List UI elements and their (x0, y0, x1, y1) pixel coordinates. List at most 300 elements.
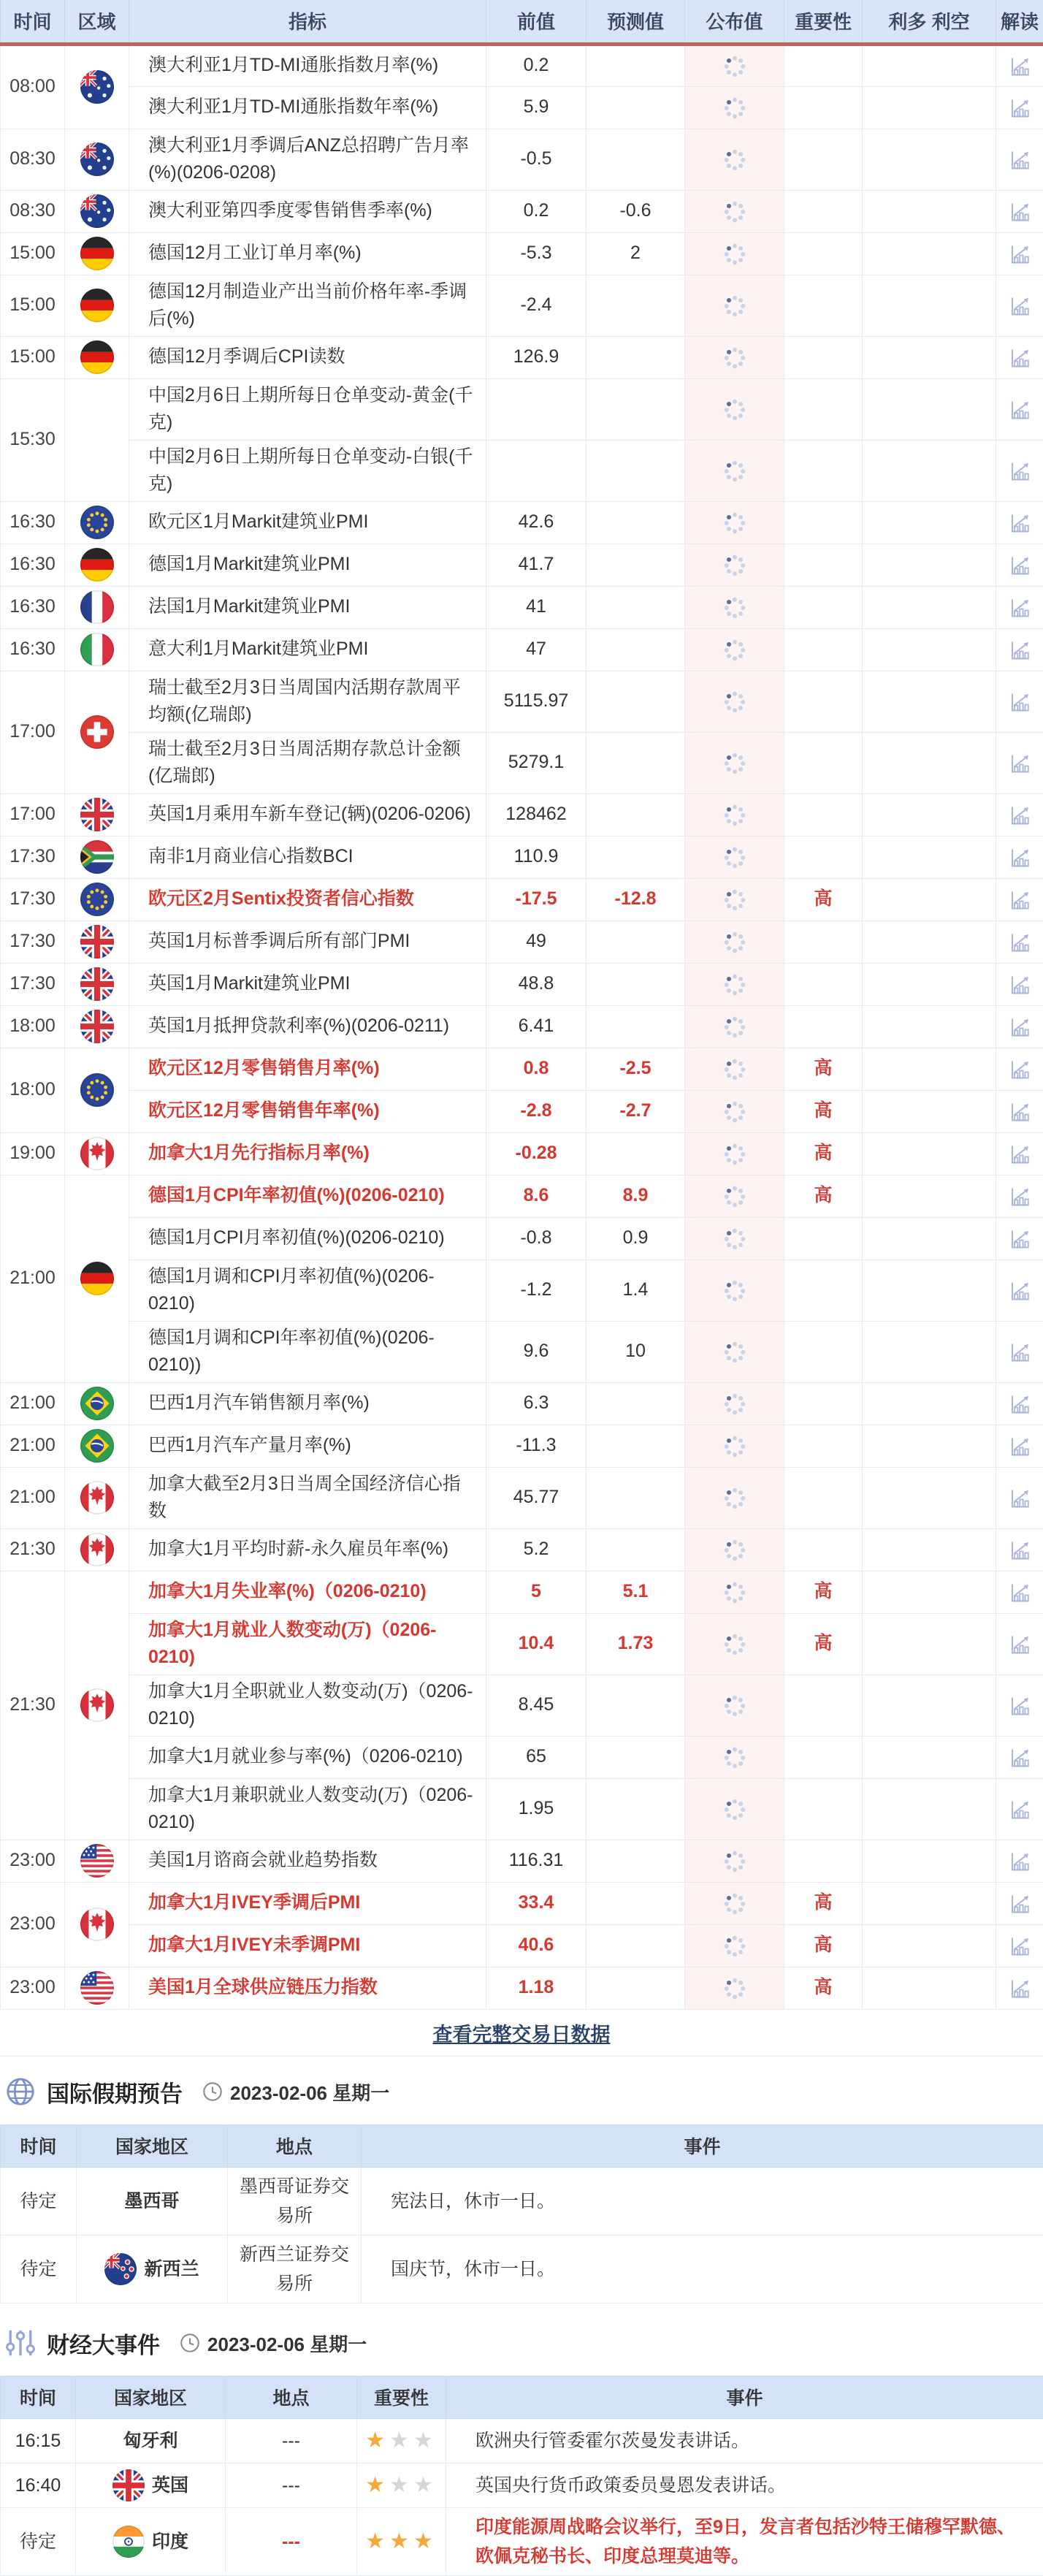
time-cell: 21:00 (1, 1175, 65, 1382)
time-cell: 21:00 (1, 1467, 65, 1528)
chart-icon[interactable] (1008, 931, 1031, 954)
forecast-value-cell: 10 (587, 1321, 685, 1382)
previous-value-cell: -0.8 (486, 1217, 587, 1260)
importance-cell: 高 (784, 1882, 863, 1924)
explain-cell[interactable] (996, 1924, 1043, 1967)
bullish-bearish-cell (863, 836, 996, 878)
indicator-cell: 德国12月季调后CPI读数 (129, 336, 486, 378)
loading-spinner-icon (722, 293, 748, 319)
published-value-cell (685, 1260, 784, 1321)
forecast-value-cell (587, 1840, 685, 1882)
holiday-place-cell: 墨西哥证券交易所 (228, 2167, 362, 2235)
explain-cell[interactable] (996, 793, 1043, 836)
indicator-cell: 加拿大截至2月3日当周全国经济信心指数 (129, 1467, 486, 1528)
calendar-row (1, 1217, 1043, 1260)
events-section-header (0, 2308, 1043, 2376)
chart-icon[interactable] (1008, 1694, 1031, 1718)
calendar-column-header-7: 利多 利空 (863, 0, 996, 44)
chart-icon[interactable] (1008, 1279, 1031, 1303)
calendar-row (1, 1260, 1043, 1321)
indicator-cell: 意大利1月Markit建筑业PMI (129, 628, 486, 671)
indicator-cell: 英国1月抵押贷款利率(%)(0206-0211) (129, 1005, 486, 1048)
importance-cell (784, 1840, 863, 1882)
event-importance-cell (357, 2463, 446, 2507)
indicator-cell: 加拿大1月先行指标月率(%) (129, 1132, 486, 1175)
region-cell (65, 232, 129, 275)
calendar-row (1, 1613, 1043, 1674)
chart-icon[interactable] (1008, 1341, 1031, 1364)
explain-cell[interactable] (996, 1382, 1043, 1425)
indicator-cell: 巴西1月汽车销售额月率(%) (129, 1382, 486, 1425)
chart-icon[interactable] (1008, 1935, 1031, 1958)
loading-spinner-icon (722, 802, 748, 828)
clock-icon (202, 2081, 224, 2103)
event-country-cell: 英国 (76, 2463, 226, 2507)
explain-cell[interactable] (996, 378, 1043, 440)
previous-value-cell: 5115.97 (486, 671, 587, 732)
chart-icon[interactable] (1008, 973, 1031, 997)
chart-icon[interactable] (1008, 346, 1031, 370)
chart-icon[interactable] (1008, 752, 1031, 775)
india-flag-icon (112, 2526, 145, 2558)
chart-icon[interactable] (1008, 1143, 1031, 1166)
importance-cell (784, 921, 863, 963)
chart-icon[interactable] (1008, 639, 1031, 662)
explain-cell[interactable] (996, 275, 1043, 336)
chart-icon[interactable] (1008, 1015, 1031, 1039)
south-africa-flag-icon (80, 840, 114, 874)
chart-icon[interactable] (1008, 1892, 1031, 1916)
loading-spinner-icon (722, 510, 748, 536)
published-value-cell (685, 378, 784, 440)
loading-spinner-icon (722, 1339, 748, 1365)
chart-icon[interactable] (1008, 1977, 1031, 2000)
region-cell (65, 1048, 129, 1132)
published-value-cell (685, 1132, 784, 1175)
published-value-cell (685, 793, 784, 836)
region-cell (65, 586, 129, 628)
explain-cell[interactable] (996, 1736, 1043, 1778)
previous-value-cell: 49 (486, 921, 587, 963)
time-cell: 16:30 (1, 628, 65, 671)
holiday-event-cell: 宪法日，休市一日。 (362, 2167, 1043, 2235)
holiday-section-header (0, 2057, 1043, 2125)
canada-flag-icon (80, 1688, 114, 1722)
chart-icon[interactable] (1008, 200, 1031, 224)
event-country-cell: 印度 (76, 2507, 226, 2575)
previous-value-cell: 0.8 (486, 1048, 587, 1090)
published-value-cell (685, 1571, 784, 1613)
explain-cell[interactable] (996, 1048, 1043, 1090)
indicator-cell: 瑞士截至2月3日当周国内活期存款周平均额(亿瑞郎) (129, 671, 486, 732)
region-cell (65, 1882, 129, 1967)
explain-cell[interactable] (996, 586, 1043, 628)
australia-flag-icon (80, 142, 114, 176)
previous-value-cell: 8.6 (486, 1175, 587, 1217)
previous-value-cell: 1.18 (486, 1967, 587, 2009)
published-value-cell (685, 336, 784, 378)
importance-cell (784, 793, 863, 836)
indicator-cell: 英国1月标普季调后所有部门PMI (129, 921, 486, 963)
eu-flag-icon (80, 1073, 114, 1107)
previous-value-cell: 5279.1 (486, 732, 587, 793)
importance-cell (784, 836, 863, 878)
published-value-cell (685, 836, 784, 878)
indicator-cell: 德国1月调和CPI月率初值(%)(0206-0210) (129, 1260, 486, 1321)
calendar-row (1, 129, 1043, 190)
chart-icon[interactable] (1008, 1185, 1031, 1208)
importance-cell (784, 1217, 863, 1260)
chart-icon[interactable] (1008, 243, 1031, 266)
chart-icon[interactable] (1008, 596, 1031, 620)
chart-icon[interactable] (1008, 554, 1031, 577)
forecast-value-cell (587, 86, 685, 129)
importance-cell (784, 1382, 863, 1425)
published-value-cell (685, 1736, 784, 1778)
holiday-column-header-0: 时间 (1, 2125, 77, 2167)
indicator-cell: 澳大利亚1月季调后ANZ总招聘广告月率(%)(0206-0208) (129, 129, 486, 190)
time-cell: 08:30 (1, 129, 65, 190)
published-value-cell (685, 1840, 784, 1882)
time-cell: 18:00 (1, 1048, 65, 1132)
bullish-bearish-cell (863, 440, 996, 501)
importance-cell: 高 (784, 1090, 863, 1132)
calendar-header-row (1, 0, 1043, 44)
chart-icon[interactable] (1008, 1798, 1031, 1821)
calendar-column-header-2: 指标 (129, 0, 486, 44)
bullish-bearish-cell (863, 1425, 996, 1467)
time-cell: 18:00 (1, 1005, 65, 1048)
star-icon: ★ (413, 2473, 438, 2497)
events-body (1, 2418, 1043, 2575)
brazil-flag-icon (80, 1387, 114, 1420)
indicator-cell: 中国2月6日上期所每日仓单变动-黄金(千克) (129, 378, 486, 440)
bullish-bearish-cell (863, 1382, 996, 1425)
events-column-header-0: 时间 (1, 2376, 76, 2418)
germany-flag-icon (80, 548, 114, 582)
region-cell (65, 1467, 129, 1528)
bullish-bearish-cell (863, 1175, 996, 1217)
calendar-row (1, 544, 1043, 586)
importance-cell (784, 963, 863, 1005)
importance-cell: 高 (784, 1132, 863, 1175)
time-cell: 15:30 (1, 378, 65, 501)
importance-cell (784, 44, 863, 86)
forecast-value-cell (587, 671, 685, 732)
chart-icon[interactable] (1008, 1100, 1031, 1124)
previous-value-cell: 0.2 (486, 190, 587, 232)
chart-icon[interactable] (1008, 1581, 1031, 1604)
published-value-cell (685, 1967, 784, 2009)
event-description-cell: 欧洲央行管委霍尔茨曼发表讲话。 (446, 2418, 1043, 2463)
australia-flag-icon (80, 70, 114, 104)
explain-cell[interactable] (996, 129, 1043, 190)
explain-cell[interactable] (996, 1571, 1043, 1613)
forecast-value-cell (587, 1736, 685, 1778)
loading-spinner-icon (722, 689, 748, 715)
previous-value-cell: -2.4 (486, 275, 587, 336)
previous-value-cell: 65 (486, 1736, 587, 1778)
calendar-row (1, 836, 1043, 878)
indicator-cell: 加拿大1月全职就业人数变动(万)（0206-0210) (129, 1674, 486, 1736)
bullish-bearish-cell (863, 1882, 996, 1924)
explain-cell[interactable] (996, 44, 1043, 86)
events-column-header-3: 重要性 (357, 2376, 446, 2418)
forecast-value-cell (587, 628, 685, 671)
chart-icon[interactable] (1008, 1392, 1031, 1416)
germany-flag-icon (80, 289, 114, 322)
calendar-row (1, 275, 1043, 336)
calendar-row (1, 628, 1043, 671)
explain-cell[interactable] (996, 732, 1043, 793)
previous-value-cell: 0.2 (486, 44, 587, 86)
explain-cell[interactable] (996, 1175, 1043, 1217)
forecast-value-cell (587, 1528, 685, 1571)
chart-icon[interactable] (1008, 294, 1031, 318)
germany-flag-icon (80, 340, 114, 374)
bullish-bearish-cell (863, 1778, 996, 1840)
chart-icon[interactable] (1008, 398, 1031, 422)
explain-cell[interactable] (996, 1882, 1043, 1924)
holiday-country-cell: 新西兰 (77, 2235, 228, 2303)
chart-icon[interactable] (1008, 55, 1031, 78)
holiday-time-cell: 待定 (1, 2167, 77, 2235)
explain-cell[interactable] (996, 1005, 1043, 1048)
bullish-bearish-cell (863, 1674, 996, 1736)
explain-cell[interactable] (996, 1613, 1043, 1674)
bullish-bearish-cell (863, 129, 996, 190)
chart-icon[interactable] (1008, 1850, 1031, 1873)
chart-icon[interactable] (1008, 1539, 1031, 1562)
explain-cell[interactable] (996, 878, 1043, 921)
eu-flag-icon (80, 883, 114, 916)
indicator-cell: 英国1月乘用车新车登记(辆)(0206-0206) (129, 793, 486, 836)
forecast-value-cell (587, 1425, 685, 1467)
forecast-value-cell (587, 793, 685, 836)
event-time-cell: 16:15 (1, 2418, 76, 2463)
chart-icon[interactable] (1008, 888, 1031, 912)
calendar-row (1, 963, 1043, 1005)
usa-flag-icon (80, 1844, 114, 1878)
events-column-header-1: 国家地区 (76, 2376, 226, 2418)
region-cell (65, 44, 129, 129)
region-cell (65, 793, 129, 836)
explain-cell[interactable] (996, 1528, 1043, 1571)
published-value-cell (685, 129, 784, 190)
published-value-cell (685, 232, 784, 275)
previous-value-cell: -1.2 (486, 1260, 587, 1321)
forecast-value-cell: 0.9 (587, 1217, 685, 1260)
explain-cell[interactable] (996, 1425, 1043, 1467)
published-value-cell (685, 1778, 784, 1840)
event-time-cell: 16:40 (1, 2463, 76, 2507)
explain-cell[interactable] (996, 1674, 1043, 1736)
event-row (1, 2507, 1043, 2575)
explain-cell[interactable] (996, 1967, 1043, 2009)
loading-spinner-icon (722, 1631, 748, 1658)
previous-value-cell: 1.95 (486, 1778, 587, 1840)
explain-cell[interactable] (996, 544, 1043, 586)
holiday-column-header-3: 事件 (362, 2125, 1043, 2167)
calendar-column-header-6: 重要性 (784, 0, 863, 44)
chart-icon[interactable] (1008, 1487, 1031, 1510)
calendar-column-header-5: 公布值 (685, 0, 784, 44)
calendar-row (1, 793, 1043, 836)
importance-cell (784, 336, 863, 378)
indicator-cell: 澳大利亚1月TD-MI通胀指数月率(%) (129, 44, 486, 86)
chart-icon[interactable] (1008, 846, 1031, 869)
explain-cell[interactable] (996, 628, 1043, 671)
calendar-row (1, 1882, 1043, 1924)
chart-icon[interactable] (1008, 96, 1031, 120)
loading-spinner-icon (722, 1745, 748, 1771)
region-cell (65, 671, 129, 793)
chart-icon[interactable] (1008, 804, 1031, 827)
importance-cell (784, 628, 863, 671)
forecast-value-cell (587, 275, 685, 336)
importance-cell (784, 1005, 863, 1048)
calendar-row (1, 336, 1043, 378)
forecast-value-cell (587, 129, 685, 190)
chart-icon[interactable] (1008, 1746, 1031, 1769)
event-description-cell: 印度能源周战略会议举行，至9日，发言者包括沙特王储穆罕默德、欧佩克秘书长、印度总理莫迪等。 (446, 2507, 1043, 2575)
chart-icon[interactable] (1008, 1633, 1031, 1656)
indicator-cell: 德国12月工业订单月率(%) (129, 232, 486, 275)
forecast-value-cell: -0.6 (587, 190, 685, 232)
explain-cell[interactable] (996, 1321, 1043, 1382)
forecast-value-cell: 1.73 (587, 1613, 685, 1674)
calendar-row (1, 1467, 1043, 1528)
importance-cell (784, 1528, 863, 1571)
forecast-value-cell (587, 1467, 685, 1528)
previous-value-cell: 5.9 (486, 86, 587, 129)
previous-value-cell: 10.4 (486, 1613, 587, 1674)
explain-cell[interactable] (996, 963, 1043, 1005)
published-value-cell (685, 1924, 784, 1967)
previous-value-cell: 40.6 (486, 1924, 587, 1967)
explain-cell[interactable] (996, 440, 1043, 501)
region-cell (65, 336, 129, 378)
loading-spinner-icon (722, 1184, 748, 1210)
explain-cell[interactable] (996, 1467, 1043, 1528)
explain-cell[interactable] (996, 1260, 1043, 1321)
previous-value-cell: -17.5 (486, 878, 587, 921)
holiday-header-row (1, 2125, 1043, 2167)
bullish-bearish-cell (863, 1613, 996, 1674)
loading-spinner-icon (722, 1391, 748, 1417)
chart-icon[interactable] (1008, 690, 1031, 714)
explain-cell[interactable] (996, 1217, 1043, 1260)
holiday-row (1, 2235, 1043, 2303)
explain-cell[interactable] (996, 232, 1043, 275)
holiday-section-title: 国际假期预告 (47, 2076, 183, 2108)
published-value-cell (685, 1217, 784, 1260)
forecast-value-cell (587, 732, 685, 793)
previous-value-cell: -11.3 (486, 1425, 587, 1467)
published-value-cell (685, 44, 784, 86)
loading-spinner-icon (722, 1891, 748, 1917)
star-icon: ★ (389, 2529, 413, 2553)
event-country-cell: 匈牙利 (76, 2418, 226, 2463)
australia-flag-icon (80, 194, 114, 228)
chart-icon[interactable] (1008, 511, 1031, 535)
explain-cell[interactable] (996, 190, 1043, 232)
bullish-bearish-cell (863, 628, 996, 671)
previous-value-cell: 9.6 (486, 1321, 587, 1382)
time-cell: 17:30 (1, 921, 65, 963)
loading-spinner-icon (722, 887, 748, 913)
calendar-row (1, 1528, 1043, 1571)
bullish-bearish-cell (863, 1736, 996, 1778)
importance-cell (784, 671, 863, 732)
loading-spinner-icon (722, 1796, 748, 1823)
explain-cell[interactable] (996, 86, 1043, 129)
holiday-column-header-2: 地点 (228, 2125, 362, 2167)
indicator-cell: 加拿大1月就业人数变动(万)（0206-0210) (129, 1613, 486, 1674)
region-cell (65, 1967, 129, 2009)
bullish-bearish-cell (863, 336, 996, 378)
published-value-cell (685, 1090, 784, 1132)
previous-value-cell: 6.41 (486, 1005, 587, 1048)
chart-icon[interactable] (1008, 1227, 1031, 1251)
explain-cell[interactable] (996, 501, 1043, 544)
loading-spinner-icon (722, 1141, 748, 1167)
explain-cell[interactable] (996, 836, 1043, 878)
time-cell: 15:00 (1, 232, 65, 275)
published-value-cell (685, 86, 784, 129)
star-icon: ★ (365, 2529, 389, 2553)
explain-cell[interactable] (996, 921, 1043, 963)
time-cell: 15:00 (1, 275, 65, 336)
importance-cell: 高 (784, 1613, 863, 1674)
previous-value-cell: 128462 (486, 793, 587, 836)
indicator-cell: 瑞士截至2月3日当周活期存款总计金额(亿瑞郎) (129, 732, 486, 793)
calendar-row (1, 1924, 1043, 1967)
explain-cell[interactable] (996, 336, 1043, 378)
forecast-value-cell (587, 586, 685, 628)
chart-icon[interactable] (1008, 460, 1031, 483)
time-cell: 23:00 (1, 1882, 65, 1967)
region-cell (65, 878, 129, 921)
view-full-day-link[interactable]: 查看完整交易日数据 (433, 2019, 611, 2047)
forecast-value-cell (587, 336, 685, 378)
events-section-title: 财经大事件 (47, 2327, 160, 2360)
importance-cell (784, 586, 863, 628)
chart-icon[interactable] (1008, 1058, 1031, 1081)
loading-spinner-icon (722, 1226, 748, 1252)
chart-icon[interactable] (1008, 148, 1031, 172)
canada-flag-icon (80, 1137, 114, 1170)
holiday-column-header-1: 国家地区 (77, 2125, 228, 2167)
loading-spinner-icon (722, 1278, 748, 1304)
bullish-bearish-cell (863, 190, 996, 232)
indicator-cell: 中国2月6日上期所每日仓单变动-白银(千克) (129, 440, 486, 501)
published-value-cell (685, 1674, 784, 1736)
chart-icon[interactable] (1008, 1435, 1031, 1458)
explain-cell[interactable] (996, 1132, 1043, 1175)
loading-spinner-icon (722, 199, 748, 225)
time-cell: 16:30 (1, 586, 65, 628)
previous-value-cell: -0.28 (486, 1132, 587, 1175)
importance-cell (784, 1425, 863, 1467)
previous-value-cell: 8.45 (486, 1674, 587, 1736)
explain-cell[interactable] (996, 671, 1043, 732)
explain-cell[interactable] (996, 1778, 1043, 1840)
published-value-cell (685, 1882, 784, 1924)
explain-cell[interactable] (996, 1090, 1043, 1132)
explain-cell[interactable] (996, 1840, 1043, 1882)
event-place-cell: --- (226, 2507, 357, 2575)
